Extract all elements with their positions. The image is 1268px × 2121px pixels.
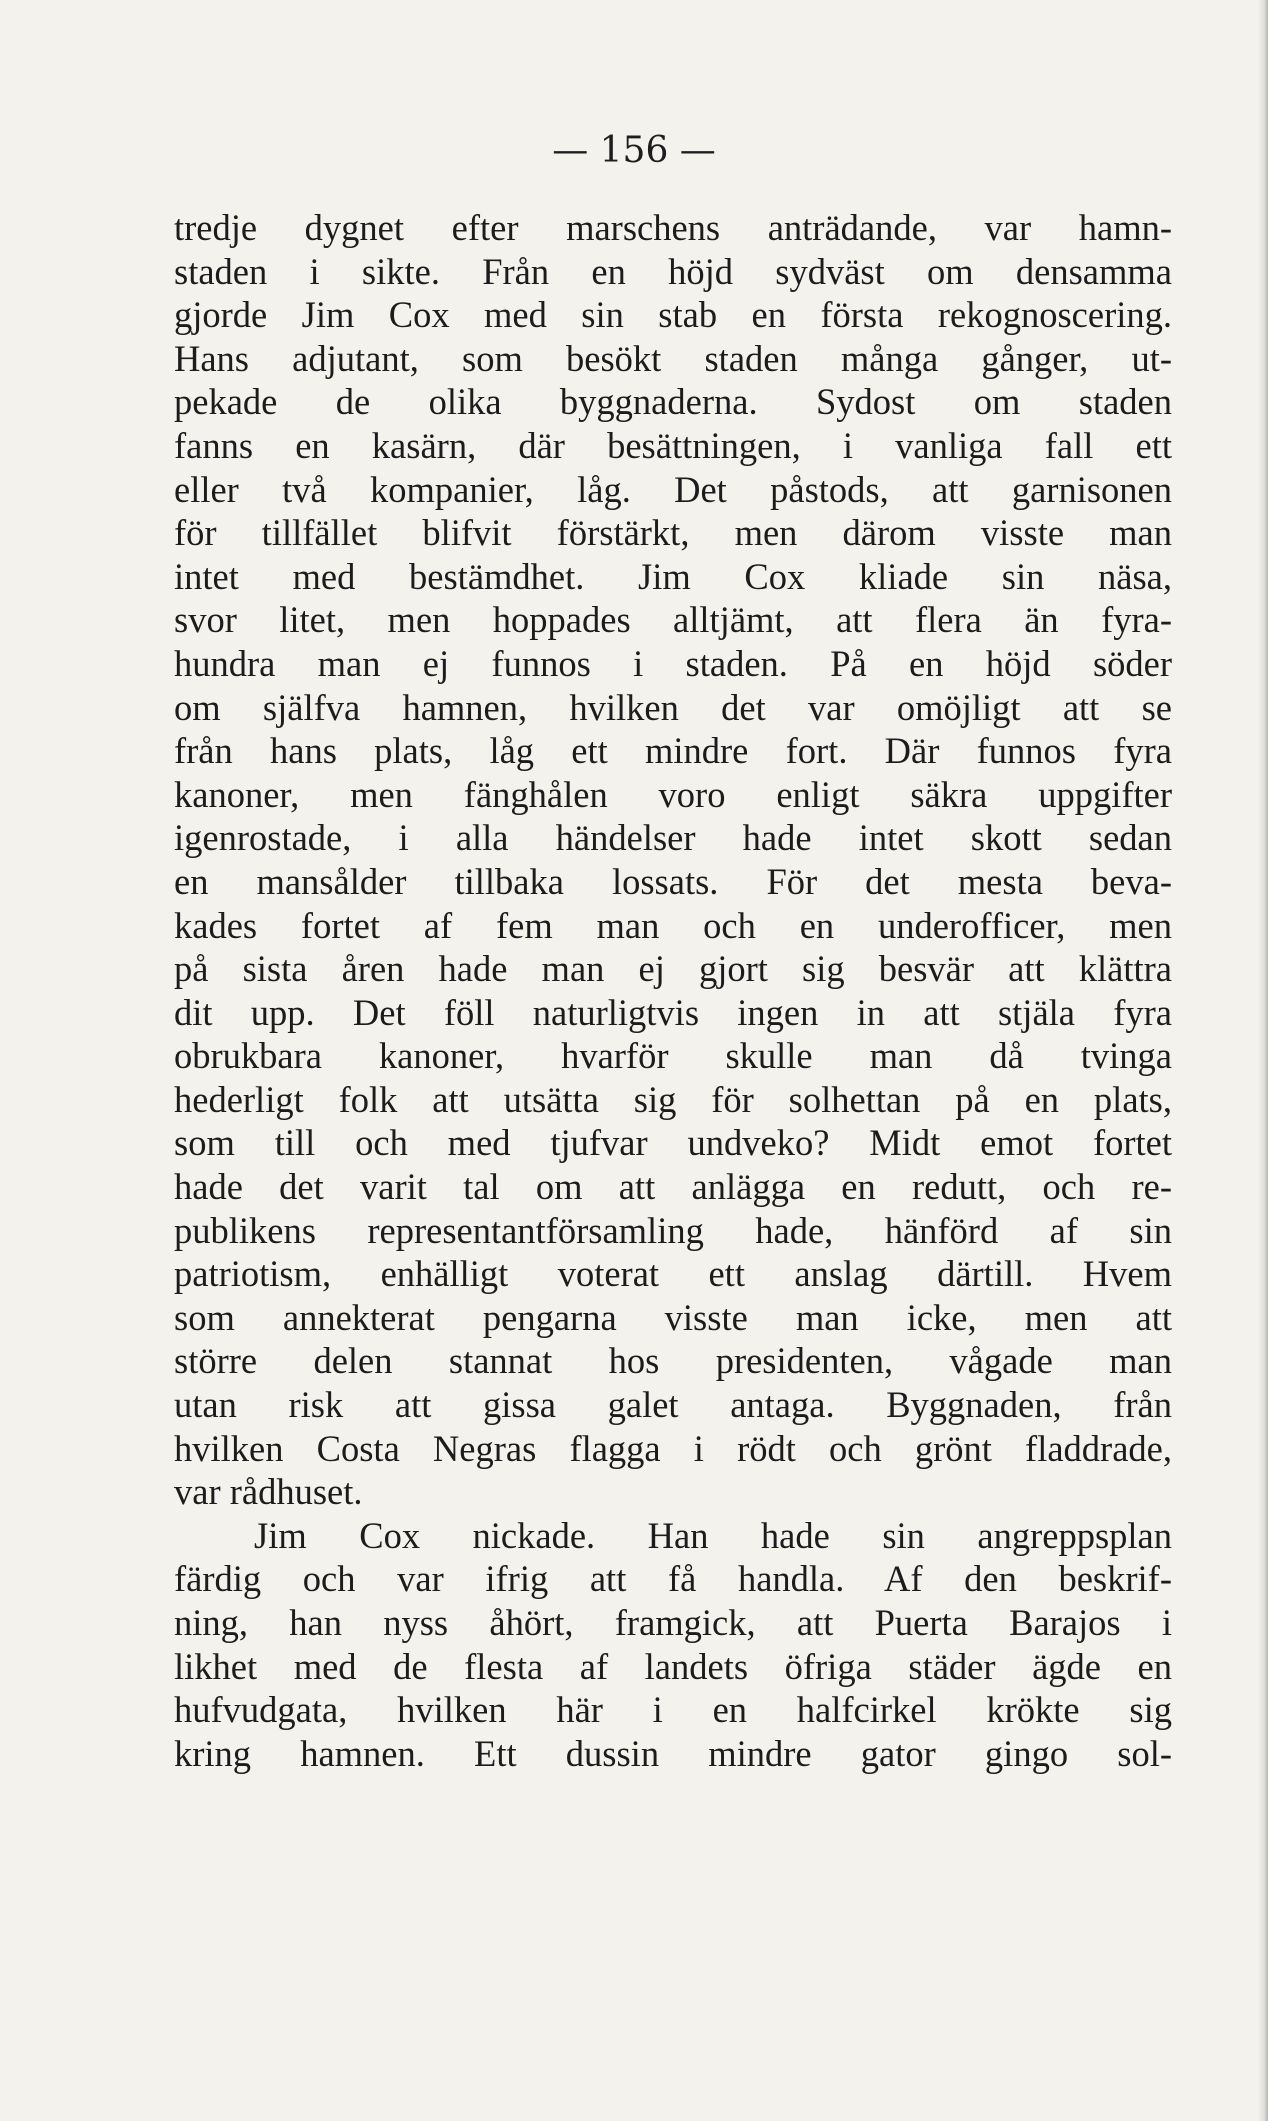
- text-line: var rådhuset.: [174, 1471, 363, 1513]
- text-line: patriotism, enhälligt voterat ett anslag därtill. Hvem: [174, 1253, 1172, 1295]
- text-line: kanoner, men fänghålen voro enligt säkra uppgifter: [174, 773, 1172, 815]
- page-number: — 156 —: [552, 130, 716, 171]
- text-line: dit upp. Det föll naturligtvis ingen in att stjäla fyra: [174, 991, 1172, 1033]
- text-line: färdig och var ifrig att få handla. Af den beskrif-: [174, 1558, 1172, 1600]
- page-edge-shadow: [1258, 0, 1268, 2121]
- text-line: publikens representantförsamling hade, hänförd af sin: [174, 1209, 1172, 1251]
- text-line: om själfva hamnen, hvilken det var omöjligt att se: [174, 686, 1172, 728]
- text-line: tredje dygnet efter marschens anträdande, var hamn-: [174, 207, 1172, 248]
- text-line: hundra man ej funnos i staden. På en höjd söder: [174, 642, 1172, 684]
- text-line: igenrostade, i alla händelser hade intet skott sedan: [174, 817, 1172, 859]
- text-line: kring hamnen. Ett dussin mindre gator gingo sol-: [174, 1732, 1172, 1774]
- text-line: utan risk att gissa galet antaga. Byggnaden, från: [174, 1384, 1172, 1426]
- text-line: staden i sikte. Från en höjd sydväst om densamma: [174, 250, 1172, 292]
- text-line: från hans plats, låg ett mindre fort. Där funnos fyra: [174, 730, 1172, 772]
- text-line: obrukbara kanoner, hvarför skulle man då tvinga: [174, 1035, 1172, 1077]
- text-line: eller två kompanier, låg. Det påstods, att garnisonen: [174, 468, 1172, 510]
- text-line: på sista åren hade man ej gjort sig besvär att klättra: [174, 948, 1172, 990]
- text-line: större delen stannat hos presidenten, vågade man: [174, 1340, 1172, 1382]
- text-line: för tillfället blifvit förstärkt, men därom visste man: [174, 512, 1172, 554]
- text-line: hederligt folk att utsätta sig för solhettan på en plats,: [174, 1078, 1172, 1120]
- text-line: hvilken Costa Negras flagga i rödt och grönt fladdrade,: [174, 1427, 1172, 1469]
- text-line: kades fortet af fem man och en underofficer, men: [174, 904, 1172, 946]
- text-line: svor litet, men hoppades alltjämt, att flera än fyra-: [174, 599, 1172, 641]
- text-line: hufvudgata, hvilken här i en halfcirkel krökte sig: [174, 1689, 1172, 1731]
- text-line: som till och med tjufvar undveko? Midt emot fortet: [174, 1122, 1172, 1164]
- text-line: Jim Cox nickade. Han hade sin angreppsplan: [254, 1514, 1172, 1556]
- text-line: gjorde Jim Cox med sin stab en första rekognoscering.: [174, 294, 1172, 336]
- text-line: som annekterat pengarna visste man icke, men att: [174, 1296, 1172, 1338]
- text-line: likhet med de flesta af landets öfriga städer ägde en: [174, 1645, 1172, 1687]
- text-line: intet med bestämdhet. Jim Cox kliade sin näsa,: [174, 555, 1172, 597]
- body-text: [174, 206, 1172, 1775]
- text-line: pekade de olika byggnaderna. Sydost om staden: [174, 381, 1172, 423]
- text-line: fanns en kasärn, där besättningen, i vanliga fall ett: [174, 424, 1172, 466]
- text-line: hade det varit tal om att anlägga en redutt, och re-: [174, 1166, 1172, 1208]
- text-line: en mansålder tillbaka lossats. För det mesta beva-: [174, 860, 1172, 902]
- text-line: ning, han nyss åhört, framgick, att Puerta Barajos i: [174, 1602, 1172, 1643]
- text-line: Hans adjutant, som besökt staden många gånger, ut-: [174, 337, 1172, 379]
